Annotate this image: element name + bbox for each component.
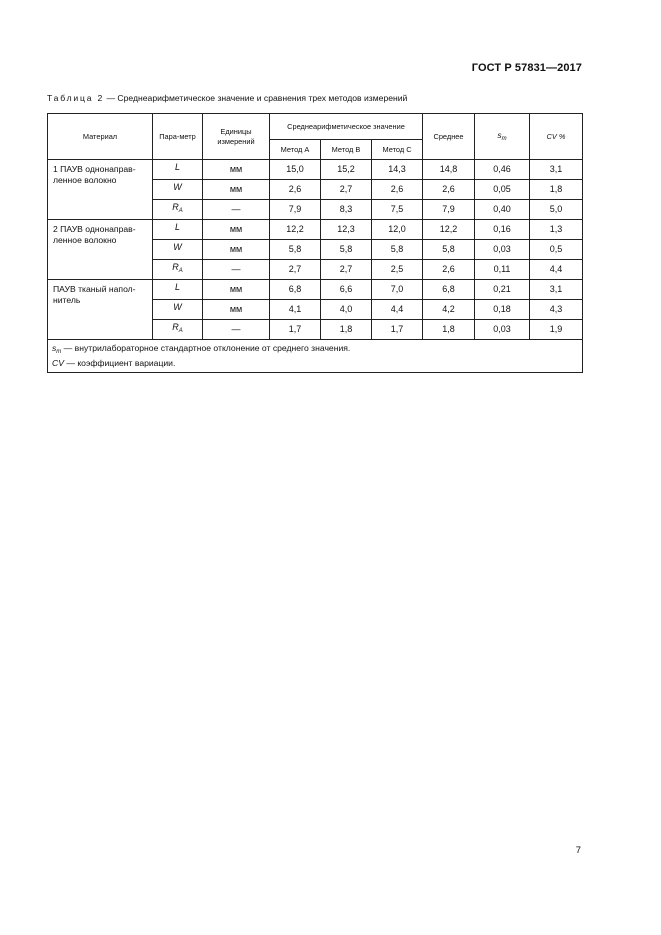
average-cell: 2,6 (423, 260, 475, 280)
param-cell: L (153, 160, 203, 180)
param-cell: L (153, 280, 203, 300)
header-mean-group: Среднеарифметическое значение (270, 114, 423, 140)
method-c-cell: 14,3 (372, 160, 423, 180)
method-c-cell: 2,6 (372, 180, 423, 200)
table-body (48, 160, 583, 373)
note-cv: CV — коэффициент вариации. (52, 358, 176, 368)
average-cell: 2,6 (423, 180, 475, 200)
sm-cell: 0,40 (475, 200, 530, 220)
material-cell: ПАУВ тканый напол-нитель (48, 280, 153, 340)
method-c-cell: 7,0 (372, 280, 423, 300)
cv-cell: 3,1 (530, 280, 583, 300)
header-sm-subscript: m (501, 135, 507, 142)
param-cell: L (153, 220, 203, 240)
method-a-cell: 1,7 (270, 320, 321, 340)
param-cell: W (153, 300, 203, 320)
sm-cell: 0,05 (475, 180, 530, 200)
method-b-cell: 12,3 (321, 220, 372, 240)
sm-cell: 0,16 (475, 220, 530, 240)
units-cell: — (203, 260, 270, 280)
sm-cell: 0,46 (475, 160, 530, 180)
param-cell: $R_A$ (153, 320, 203, 340)
method-a-cell: 4,1 (270, 300, 321, 320)
method-b-cell: 2,7 (321, 180, 372, 200)
cv-cell: 1,8 (530, 180, 583, 200)
sm-cell: 0,03 (475, 320, 530, 340)
method-a-cell: 2,6 (270, 180, 321, 200)
average-cell: 1,8 (423, 320, 475, 340)
header-cv: CV % (530, 114, 583, 160)
average-cell: 5,8 (423, 240, 475, 260)
method-a-cell: 5,8 (270, 240, 321, 260)
units-cell: мм (203, 160, 270, 180)
method-c-cell: 4,4 (372, 300, 423, 320)
sm-cell: 0,11 (475, 260, 530, 280)
header-sm (475, 114, 530, 160)
cv-cell: 1,9 (530, 320, 583, 340)
material-cell: 1 ПАУВ однонаправ-ленное волокно (48, 160, 153, 220)
sm-cell: 0,21 (475, 280, 530, 300)
cv-cell: 4,3 (530, 300, 583, 320)
table-row (48, 160, 583, 180)
table-row (48, 220, 583, 240)
param-cell: W (153, 180, 203, 200)
units-cell: мм (203, 220, 270, 240)
method-b-cell: 15,2 (321, 160, 372, 180)
units-cell: мм (203, 280, 270, 300)
units-cell: — (203, 200, 270, 220)
cv-cell: 3,1 (530, 160, 583, 180)
method-a-cell: 15,0 (270, 160, 321, 180)
method-a-cell: 12,2 (270, 220, 321, 240)
param-cell: $R_A$ (153, 200, 203, 220)
caption-text: — Среднеарифметическое значение и сравнения трех методов измерений (104, 93, 408, 103)
header-method-c: Метод С (372, 140, 423, 160)
param-cell: W (153, 240, 203, 260)
units-cell: мм (203, 300, 270, 320)
header-sm-symbol: s (497, 129, 502, 140)
cv-cell: 4,4 (530, 260, 583, 280)
method-a-cell: 2,7 (270, 260, 321, 280)
method-b-cell: 8,3 (321, 200, 372, 220)
method-c-cell: 5,8 (372, 240, 423, 260)
method-b-cell: 1,8 (321, 320, 372, 340)
table-notes (48, 340, 583, 373)
method-b-cell: 2,7 (321, 260, 372, 280)
cv-cell: 0,5 (530, 240, 583, 260)
method-c-cell: 1,7 (372, 320, 423, 340)
header-material: Материал (48, 114, 153, 160)
method-b-cell: 6,6 (321, 280, 372, 300)
method-c-cell: 7,5 (372, 200, 423, 220)
units-cell: мм (203, 180, 270, 200)
header-method-a: Метод А (270, 140, 321, 160)
average-cell: 6,8 (423, 280, 475, 300)
method-b-cell: 5,8 (321, 240, 372, 260)
average-cell: 7,9 (423, 200, 475, 220)
cv-cell: 1,3 (530, 220, 583, 240)
param-cell: $R_A$ (153, 260, 203, 280)
method-c-cell: 12,0 (372, 220, 423, 240)
method-a-cell: 6,8 (270, 280, 321, 300)
data-table (47, 113, 583, 373)
caption-label: Таблица 2 (47, 93, 105, 103)
table-notes-row (48, 340, 583, 373)
units-cell: — (203, 320, 270, 340)
page-number: 7 (575, 845, 581, 856)
header-average: Среднее (423, 114, 475, 160)
average-cell: 4,2 (423, 300, 475, 320)
average-cell: 14,8 (423, 160, 475, 180)
document-code: ГОСТ Р 57831—2017 (471, 62, 582, 74)
method-c-cell: 2,5 (372, 260, 423, 280)
header-units: Единицы измерений (203, 114, 270, 160)
material-cell: 2 ПАУВ однонаправ-ленное волокно (48, 220, 153, 280)
table-row (48, 280, 583, 300)
header-param: Пара-метр (153, 114, 203, 160)
cv-cell: 5,0 (530, 200, 583, 220)
header-method-b: Метод В (321, 140, 372, 160)
note-sm: $s_m$ — внутрилабораторное стандартное отклонение от среднего значения. (52, 343, 351, 355)
method-a-cell: 7,9 (270, 200, 321, 220)
sm-cell: 0,03 (475, 240, 530, 260)
method-b-cell: 4,0 (321, 300, 372, 320)
average-cell: 12,2 (423, 220, 475, 240)
units-cell: мм (203, 240, 270, 260)
table-caption (47, 93, 407, 103)
sm-cell: 0,18 (475, 300, 530, 320)
